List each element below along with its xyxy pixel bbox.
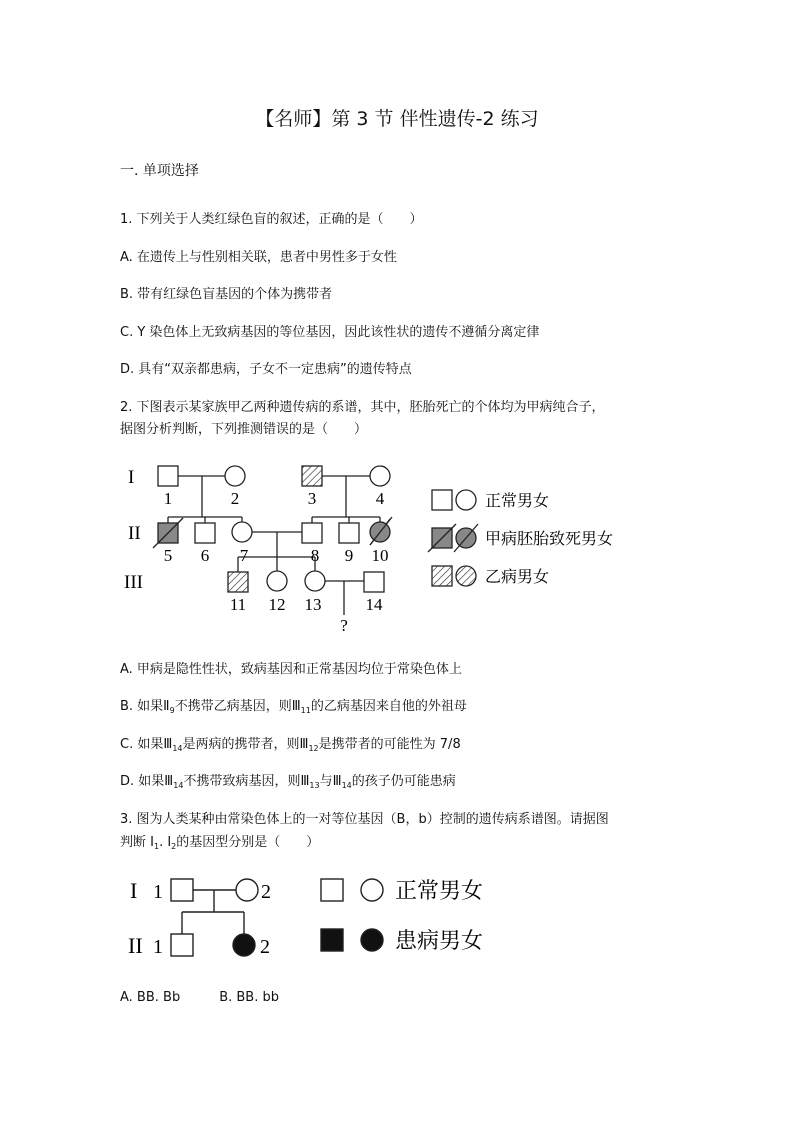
pedigree-chart-2 <box>120 870 520 970</box>
pedigree-chart-1 <box>110 455 650 640</box>
q3-legend-affected-female <box>361 929 383 951</box>
individual-II-9 <box>339 523 359 543</box>
id-label: 14 <box>365 595 383 614</box>
id-label: 13 <box>304 595 322 614</box>
individual-I-3 <box>302 466 322 486</box>
gen-label-II: II <box>128 523 141 544</box>
individual-II-8 <box>302 523 322 543</box>
id-label: 9 <box>344 546 354 565</box>
q1-option-d: D. 具有“双亲都患病，子女不一定患病”的遗传特点 <box>120 362 412 377</box>
id-label: 3 <box>307 489 317 508</box>
unknown-child-label: ? <box>340 616 348 635</box>
q2-option-c: C. 如果$Ⅲ_{14}$是两病的携带者，则$Ⅲ_{12}$是携带者的可能性为 7/8 <box>120 737 461 753</box>
id-label: 12 <box>268 595 286 614</box>
legend-a-label: 甲病胚胎致死男女 <box>485 531 614 548</box>
legend-normal-female <box>456 490 476 510</box>
id-label: 5 <box>163 546 173 565</box>
q3-id-label: 2 <box>260 936 270 958</box>
q3-gen-label-I: I <box>130 878 138 903</box>
legend-b-label: 乙病男女 <box>485 569 550 586</box>
legend-b-male <box>432 566 452 586</box>
legend-normal-male <box>432 490 452 510</box>
q1-stem: 1. 下列关于人类红绿色盲的叙述，正确的是（ ） <box>120 212 423 227</box>
q3-legend-affected-male <box>321 929 343 951</box>
q3-individual-II-2 <box>233 934 255 956</box>
q1-option-c: C. Y 染色体上无致病基因的等位基因，因此该性状的遗传不遵循分离定律 <box>120 325 540 340</box>
id-label: 10 <box>371 546 389 565</box>
id-label: 6 <box>200 546 210 565</box>
q3-id-label: 2 <box>261 881 271 903</box>
q3-individual-II-1 <box>171 934 193 956</box>
q3-stem-line2: 判断 $I_1$. $I_2$的基因型分别是（ ） <box>120 835 320 851</box>
q2-option-b: B. 如果$Ⅱ_9$不携带乙病基因，则$Ⅲ_{11}$的乙病基因来自他的外祖母 <box>120 699 467 715</box>
q3-id-label: 1 <box>153 936 163 958</box>
individual-III-11 <box>228 572 248 592</box>
individual-II-6 <box>195 523 215 543</box>
individual-III-12 <box>267 571 287 591</box>
q3-legend-normal-label: 正常男女 <box>395 878 484 903</box>
q2-option-d: D. 如果$Ⅲ_{14}$不携带致病基因，则$Ⅲ_{13}$与$Ⅲ_{14}$的孩子仍可能患病 <box>120 774 456 790</box>
individual-II-7 <box>232 522 252 542</box>
individual-I-2 <box>225 466 245 486</box>
q3-legend-normal-male <box>321 879 343 901</box>
section-heading: 一. 单项选择 <box>120 163 199 179</box>
page-title: 【名师】第 3 节 伴性遗传-2 练习 <box>255 108 539 130</box>
gen-label-III: III <box>124 572 143 593</box>
id-label: 4 <box>375 489 385 508</box>
individual-III-13 <box>305 571 325 591</box>
q3-options: A. BB. Bb B. BB. bb <box>120 990 279 1005</box>
individual-I-1 <box>158 466 178 486</box>
q3-id-label: 1 <box>153 881 163 903</box>
legend-normal-label: 正常男女 <box>485 493 550 510</box>
id-label: 8 <box>310 546 320 565</box>
gen-label-I: I <box>128 467 135 488</box>
q2-stem-line2: 据图分析判断，下列推测错误的是（ ） <box>120 422 368 437</box>
q2-stem-line1: 2. 下图表示某家族甲乙两种遗传病的系谱，其中，胚胎死亡的个体均为甲病纯合子， <box>120 400 605 415</box>
q3-individual-I-2 <box>236 879 258 901</box>
q1-option-a: A. 在遗传上与性别相关联，患者中男性多于女性 <box>120 250 397 265</box>
q1-option-b: B. 带有红绿色盲基因的个体为携带者 <box>120 287 333 302</box>
q3-individual-I-1 <box>171 879 193 901</box>
individual-III-14 <box>364 572 384 592</box>
q3-legend-affected-label: 患病男女 <box>395 928 484 953</box>
id-label: 2 <box>230 489 240 508</box>
q3-gen-label-II: II <box>128 933 143 958</box>
id-label: 1 <box>163 489 173 508</box>
q3-legend-normal-female <box>361 879 383 901</box>
q3-stem-line1: 3. 图为人类某种由常染色体上的一对等位基因（B，b）控制的遗传病系谱图。请据图 <box>120 812 609 827</box>
q2-option-a: A. 甲病是隐性性状，致病基因和正常基因均位于常染色体上 <box>120 662 462 677</box>
id-label: 7 <box>239 546 249 565</box>
legend-b-female <box>456 566 476 586</box>
id-label: 11 <box>229 595 247 614</box>
individual-I-4 <box>370 466 390 486</box>
